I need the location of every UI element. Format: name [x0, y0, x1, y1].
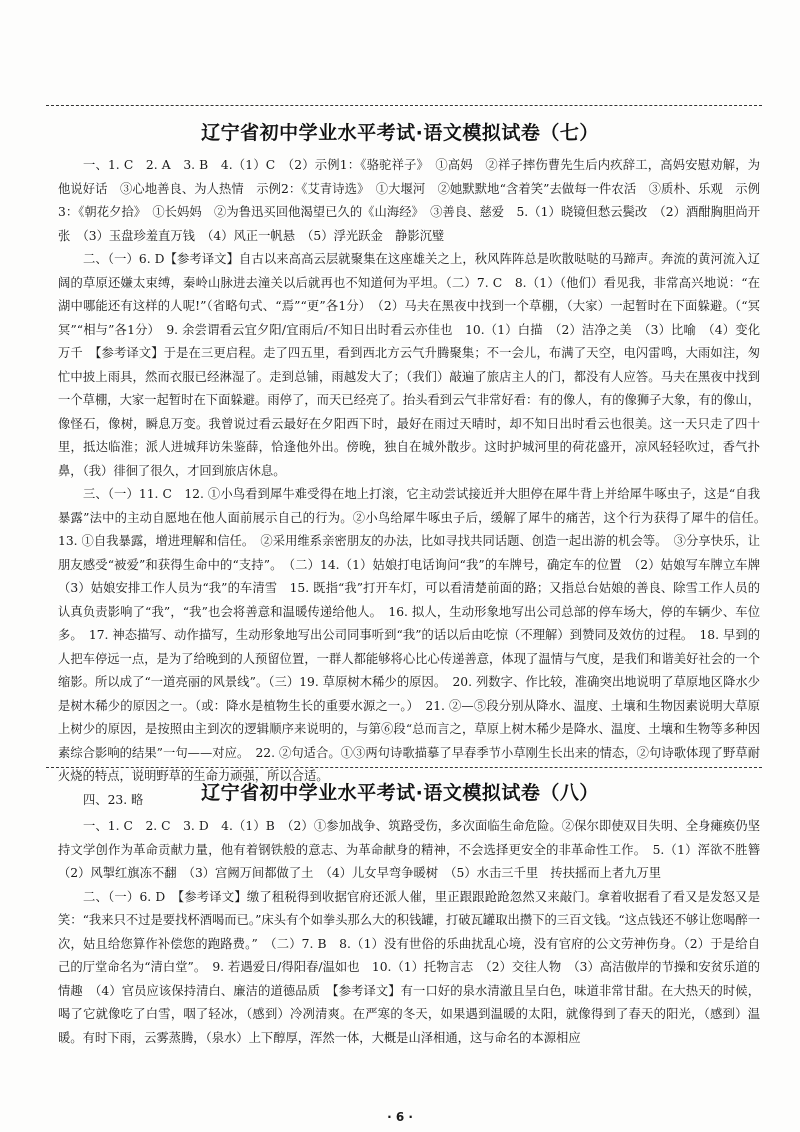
- dashed-divider: [46, 767, 762, 768]
- exam-8-answers: [58, 815, 773, 1050]
- exam-8-title: 辽宁省初中学业水平考试·语文模拟试卷（八）: [201, 782, 599, 804]
- answer-part-2: 二、（一）6. D 【参考译文】缴了租税得到收据官府还派人催，里正跟跟跄跄忽然又来敲门。拿着收据看了看又是发怒又是笑：“我来只不过是要找杯酒喝而已。”床头有个如拳头那么大的积钱罐，打破瓦罐取出攒下的三百文钱。“这点钱还不够让您喝醉一次，姑且给您算作补偿您的跑路费。” （二）7. B 8.（1）没有世俗的乐曲扰乱心境，没有官府的公文劳神伤身。（2）于是给自己的厅堂命名为“清白堂”。 9. 若遇爱日/得阳春/温如也 10.（1）托物言志 （2）交往人物 （3）高洁傲岸的节操和安贫乐道的情趣 （4）官员应该保持清白、廉洁的道德品质 【参考译文】有一口好的泉水清澈且呈白色，味道非常甘甜。在大热天的时候，喝了它就像吃了白雪，咽了轻冰，（感到）冷冽清爽。在严寒的冬天，如果遇到温暖的太阳，就像得到了春天的阳光，（感到）温暖。有时下雨，云雾蒸腾，（泉水）上下醇厚，浑然一体，大概是山泽相通，这与命名的本源相应: [58, 889, 760, 1045]
- answer-part-1: 一、1. C 2. A 3. B 4.（1）C （2）示例1：《骆驼祥子》 ①高妈 ②祥子摔伤曹先生后内疚辞工，高妈安慰劝解，为他说好话 ③心地善良、为人热情 示例2：《艾青诗选》 ①大堰河 ②她默默地“含着笑”去做每一件农活 ③质朴、乐观 示例3：《朝花夕拾》 ①长妈妈 ②为鲁迅买回他渴望已久的《山海经》 ③善良、慈爱 5.（1）晓镜但愁云鬓改 （2）酒酣胸胆尚开张 （3）玉盘珍羞直万钱 （4）风正一帆悬 （5）浮光跃金 静影沉璧: [58, 158, 760, 243]
- exam-7-title: 辽宁省初中学业水平考试·语文模拟试卷（七）: [201, 122, 599, 144]
- exam-7-answers: [58, 154, 773, 812]
- dashed-divider: [46, 105, 762, 106]
- answer-part-3: 三、（一）11. C 12. ①小鸟看到犀牛难受得在地上打滚，它主动尝试接近并大胆停在犀牛背上并给犀牛啄虫子，这是“自我暴露”法中的主动自愿地在他人面前展示自己的行为。②小鸟给犀牛啄虫子后，缓解了犀牛的痛苦，这个行为获得了犀牛的信任。 13. ①自我暴露，增进理解和信任。 ②采用维系亲密朋友的办法，比如寻找共同话题、创造一起出游的机会等。 ③分享快乐，让朋友感受“被爱”和获得生命中的“支持”。 （二）14.（1）姑娘打电话询问“我”的车牌号，确定车的位置 （2）姑娘写车牌立车牌 （3）姑娘安排工作人员为“我”的车清雪 15. 既指“我”打开车灯，可以看清楚前面的路；又指总台姑娘的善良、除雪工作人员的认真负责影响了“我”，“我”也会将善意和温暖传递给他人。 16. 拟人，生动形象地写出公司总部的停车场大，停的车辆少、车位多。 17. 神态描写、动作描写，生动形象地写出公司同事听到“我”的话以后由吃惊（不理解）到赞同及效仿的过程。 18. 早到的人把车停远一点，是为了给晚到的人预留位置，一群人都能够将心比心传递善意，体现了温情与气度，是我们和谐美好社会的一个缩影。所以成了“一道亮丽的风景线”。（三）19. 草原树木稀少的原因。 20. 列数字、作比较，准确突出地说明了草原地区降水少是树木稀少的原因之一。（或：降水是植物生长的重要水源之一。） 21. ②—⑤段分别从降水、温度、土壤和生物因素说明大草原上树少的原因，是按照由主到次的逻辑顺序来说明的，与第⑥段“总而言之，草原上树木稀少是降水、温度、土壤和生物等多种因素综合影响的结果”一句——对应。 22. ②句适合。①③两句诗歌描摹了早春季节小草刚生长出来的情态，②句诗歌体现了野草耐火烧的特点，说明野草的生命力顽强，所以合适。: [58, 487, 773, 783]
- page-number: · 6 ·: [387, 1110, 413, 1124]
- answer-part-2: 二、（一）6. D【参考译文】自古以来高高云层就聚集在这座雄关之上，秋风阵阵总是吹散哒哒的马蹄声。奔流的黄河流入辽阔的草原还嫌太束缚，秦岭山脉进去潼关以后就再也不知道何为平坦。（二）7. C 8.（1）（他们）看见我，非常高兴地说：“在湖中哪能还有这样的人呢!”（省略句式、“焉”“更”各1分） （2）马夫在黑夜中找到一个草棚，（大家）一起暂时在下面躲避。（“冥冥”“相与”各1分） 9. 余尝谓看云宜夕阳/宜雨后/不知日出时看云亦佳也 10.（1）白描 （2）洁净之美 （3）比喻 （4）变化万千 【参考译文】于是在三更启程。走了四五里，看到西北方云气升腾聚集；不一会儿，布满了天空，电闪雷鸣，大雨如注，匆忙中披上雨具，然而衣服已经淋湿了。走到总铺，雨越发大了；（我们）敲遍了旅店主人的门，都没有人应答。马夫在黑夜中找到一个草棚，大家一起暂时在下面躲避。雨停了，而天已经亮了。抬头看到云气非常好看：有的像人，有的像狮子大象，有的像山，像怪石，像树，瞬息万变。我曾说过看云最好在夕阳西下时，最好在雨过天晴时，却不知日出时看云也很美。这一天只走了四十里，抵达临淮；派人进城拜访朱鉴薛，恰逢他外出。傍晚，独自在城外散步。这时护城河里的荷花盛开，凉风轻轻吹过，香气扑鼻，（我）徘徊了很久，才回到旅店休息。: [58, 252, 760, 478]
- answer-part-4: 四、23. 略: [83, 792, 144, 807]
- answer-part-1: 一、1. C 2. C 3. D 4.（1）B （2）①参加战争、筑路受伤，多次面临生命危险。②保尔即使双目失明、全身瘫痪仍坚持文学创作为革命贡献力量，他有着钢铁般的意志、为革命献身的精神，不会选择更安全的非革命性工作。 5.（1）浑欲不胜簪 （2）风掣红旗冻不翻 （3）宫阙万间都做了土 （4）儿女早弯争暖树 （5）水击三千里 抟扶摇而上者九万里: [58, 819, 773, 880]
